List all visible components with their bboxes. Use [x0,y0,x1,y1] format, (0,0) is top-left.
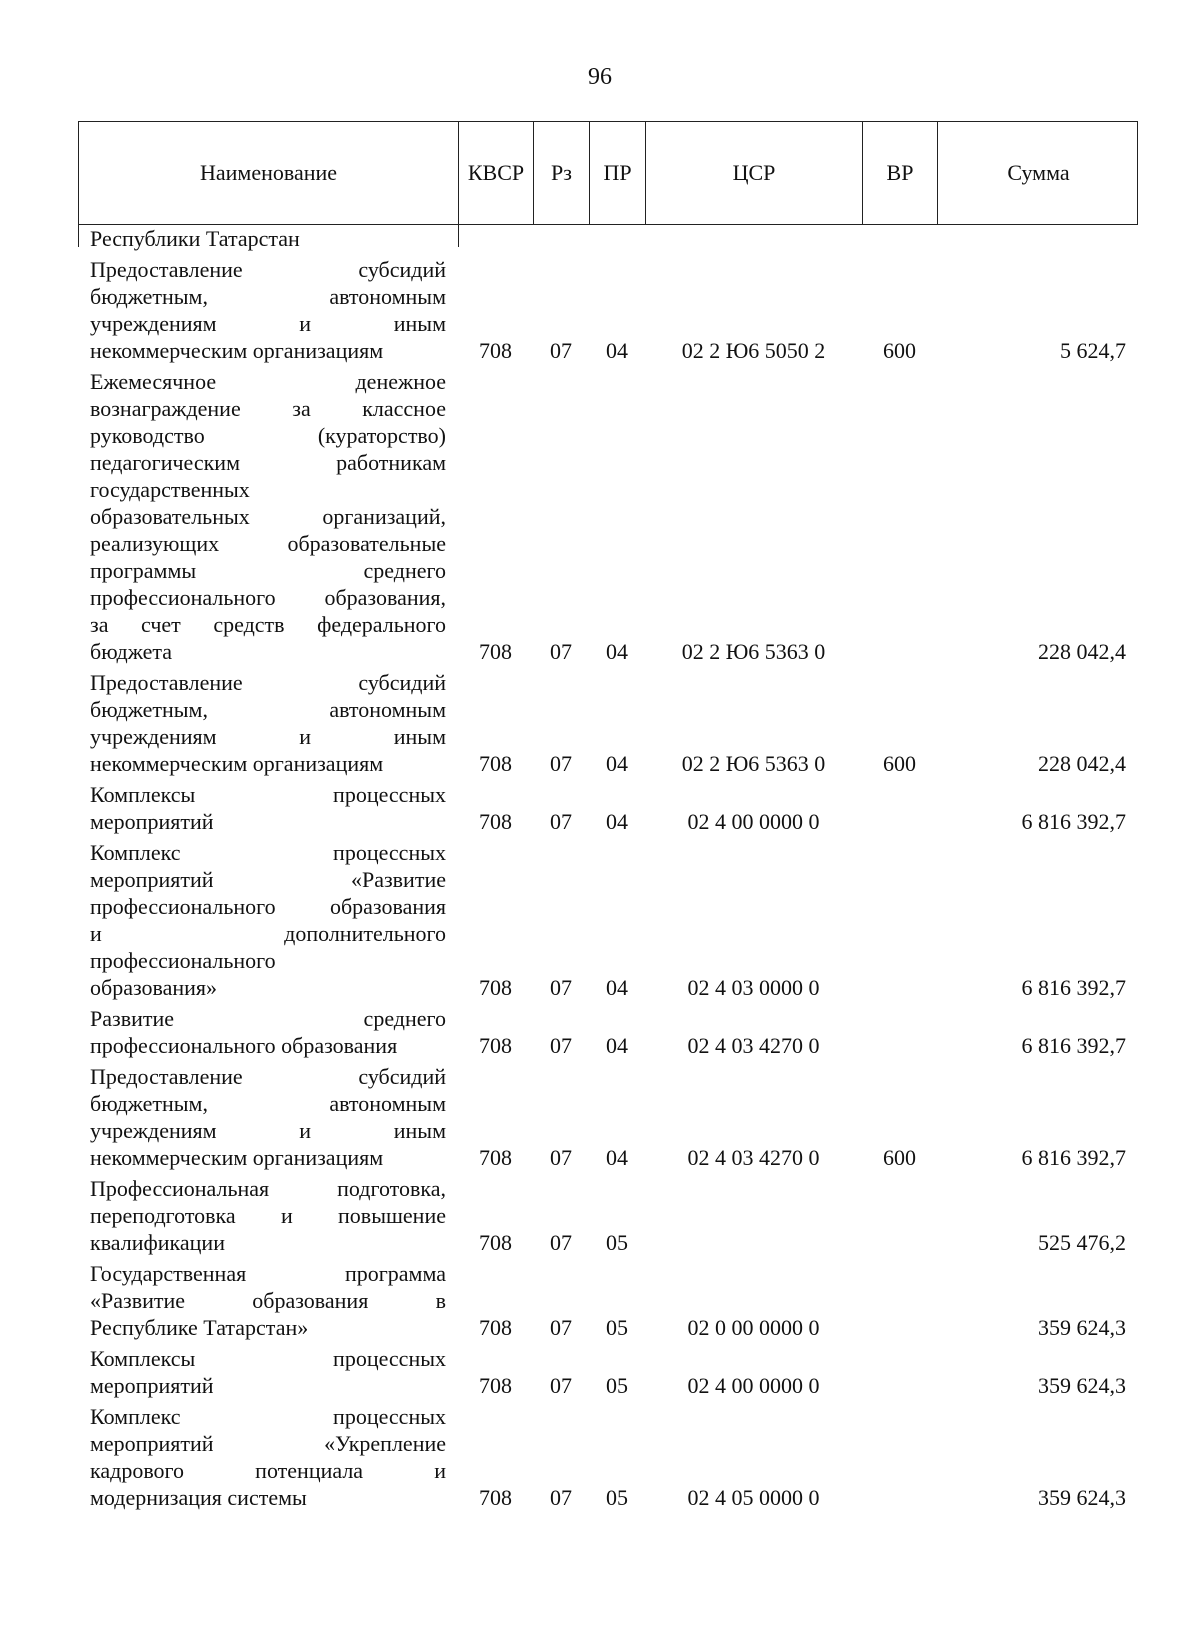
cell-name [78,1063,458,1171]
cell-name [78,781,458,835]
name-line: бюджетным, автономным [90,1091,446,1116]
cell-csr: 02 2 Ю6 5363 0 [681,639,826,664]
name-line: профессионального образования [90,1033,398,1058]
name-line: переподготовка и повышение [90,1203,446,1228]
name-line: Комплекс процессных [90,840,446,865]
cell-rz: 07 [550,1315,572,1340]
cell-pr: 04 [606,1145,628,1170]
name-line: бюджетным, автономным [90,697,446,722]
cell-sum: 228 042,4 [1038,751,1126,776]
cell-pr: 04 [606,809,628,834]
cell-kvsr: 708 [479,975,512,1000]
cell-name [78,256,458,364]
name-line: учреждениям и иным [90,1118,446,1143]
table-row [78,777,1138,835]
cell-csr: 02 4 00 0000 0 [687,809,820,834]
cell-rz: 07 [550,751,572,776]
cell-sum: 6 816 392,7 [1021,1145,1126,1170]
name-line: квалификации [90,1230,225,1255]
name-line: мероприятий «Развитие [90,867,446,892]
name-line: Республике Татарстан» [90,1315,309,1340]
cell-pr: 04 [606,338,628,363]
cell-sum: 228 042,4 [1038,639,1126,664]
cell-rz: 07 [550,338,572,363]
cell-csr: 02 4 03 4270 0 [687,1033,820,1058]
name-line: государственных [90,477,250,502]
cell-rz: 07 [550,975,572,1000]
name-line: мероприятий «Укрепление [90,1431,446,1456]
cell-rz: 07 [550,639,572,664]
table-row [78,1059,1138,1171]
header-sum: Сумма [1007,160,1070,185]
table-row [78,225,1138,252]
name-line: Комплексы процессных [90,782,446,807]
name-line: бюджета [90,639,173,664]
cell-sum: 6 816 392,7 [1021,809,1126,834]
cell-name [78,839,458,1001]
name-line: кадрового потенциала и [90,1458,446,1483]
cell-pr: 05 [606,1485,628,1510]
cell-csr: 02 4 00 0000 0 [687,1373,820,1398]
name-line: руководство (кураторство) [90,423,446,448]
table-row [78,1341,1138,1399]
cell-sum: 6 816 392,7 [1021,975,1126,1000]
header-csr: ЦСР [646,122,863,224]
column-rule [78,225,79,247]
table-row [78,1171,1138,1256]
cell-vr: 600 [883,751,916,776]
cell-sum: 359 624,3 [1038,1315,1126,1340]
cell-kvsr: 708 [479,1230,512,1255]
name-line: учреждениям и иным [90,724,446,749]
name-line: профессионального [90,948,276,973]
cell-kvsr: 708 [479,1373,512,1398]
name-line: Предоставление субсидий [90,1064,446,1089]
name-line: Комплекс процессных [90,1404,446,1429]
name-line: некоммерческим организациям [90,1145,384,1170]
cell-sum: 6 816 392,7 [1021,1033,1126,1058]
name-line: образовательных организаций, [90,504,446,529]
name-line: некоммерческим организациям [90,751,384,776]
cell-rz: 07 [550,809,572,834]
header-rz: Рз [534,122,590,224]
name-line: Развитие среднего [90,1006,446,1031]
cell-kvsr: 708 [479,639,512,664]
cell-kvsr: 708 [479,1485,512,1510]
cell-csr: 02 2 Ю6 5363 0 [681,751,826,776]
cell-csr: 02 4 03 0000 0 [687,975,820,1000]
cell-pr: 05 [606,1315,628,1340]
name-line: образования» [90,975,218,1000]
cell-kvsr: 708 [479,1033,512,1058]
table-row [78,1399,1138,1511]
cell-name [78,368,458,665]
table-body [78,225,1138,1511]
name-line: программы среднего [90,558,446,583]
cell-name [78,225,458,252]
cell-kvsr: 708 [479,338,512,363]
cell-rz: 07 [550,1033,572,1058]
column-rule [458,225,459,247]
table-row [78,835,1138,1001]
cell-kvsr: 708 [479,809,512,834]
name-line: мероприятий [90,1373,214,1398]
cell-rz: 07 [550,1230,572,1255]
name-line: профессионального образования, [90,585,446,610]
header-vr: ВР [863,122,938,224]
cell-name [78,669,458,777]
cell-kvsr: 708 [479,1315,512,1340]
header-kvsr: КВСР [459,122,534,224]
name-line: Предоставление субсидий [90,257,446,282]
name-line: бюджетным, автономным [90,284,446,309]
name-line: реализующих образовательные [90,531,446,556]
table-row [78,1256,1138,1341]
name-line: мероприятий [90,809,214,834]
cell-csr: 02 4 03 4270 0 [687,1145,820,1170]
cell-kvsr: 708 [479,1145,512,1170]
name-line: педагогическим работникам [90,450,446,475]
cell-vr: 600 [883,1145,916,1170]
name-line: модернизация системы [90,1485,307,1510]
cell-name [78,1260,458,1341]
name-line: Республики Татарстан [90,226,300,251]
name-line: некоммерческим организациям [90,338,384,363]
name-line: Комплексы процессных [90,1346,446,1371]
name-line: Государственная программа [90,1261,446,1286]
table-row [78,665,1138,777]
budget-table [78,121,1138,1511]
name-line: Профессиональная подготовка, [90,1176,446,1201]
cell-sum: 525 476,2 [1038,1230,1126,1255]
cell-name [78,1005,458,1059]
cell-pr: 04 [606,639,628,664]
cell-pr: 05 [606,1230,628,1255]
cell-vr: 600 [883,338,916,363]
cell-sum: 359 624,3 [1038,1485,1126,1510]
name-line: учреждениям и иным [90,311,446,336]
header-name: Наименование [79,122,459,224]
cell-pr: 04 [606,975,628,1000]
page-number: 96 [588,64,612,90]
name-line: вознаграждение за классное [90,396,446,421]
name-line: профессионального образования [90,894,446,919]
cell-sum: 5 624,7 [1060,338,1126,363]
table-header [78,121,1138,225]
name-line: «Развитие образования в [90,1288,446,1313]
cell-rz: 07 [550,1373,572,1398]
table-row [78,1001,1138,1059]
cell-csr: 02 4 05 0000 0 [687,1485,820,1510]
name-line: и дополнительного [90,921,446,946]
cell-name [78,1403,458,1511]
cell-name [78,1175,458,1256]
cell-name [78,1345,458,1399]
cell-sum: 359 624,3 [1038,1373,1126,1398]
header-pr: ПР [590,122,646,224]
cell-csr: 02 0 00 0000 0 [687,1315,820,1340]
name-line: Ежемесячное денежное [90,369,446,394]
cell-kvsr: 708 [479,751,512,776]
cell-rz: 07 [550,1485,572,1510]
table-row [78,364,1138,665]
cell-pr: 04 [606,751,628,776]
table-row [78,252,1138,364]
cell-pr: 04 [606,1033,628,1058]
cell-pr: 05 [606,1373,628,1398]
cell-csr: 02 2 Ю6 5050 2 [681,338,826,363]
name-line: за счет средств федерального [90,612,446,637]
cell-rz: 07 [550,1145,572,1170]
name-line: Предоставление субсидий [90,670,446,695]
